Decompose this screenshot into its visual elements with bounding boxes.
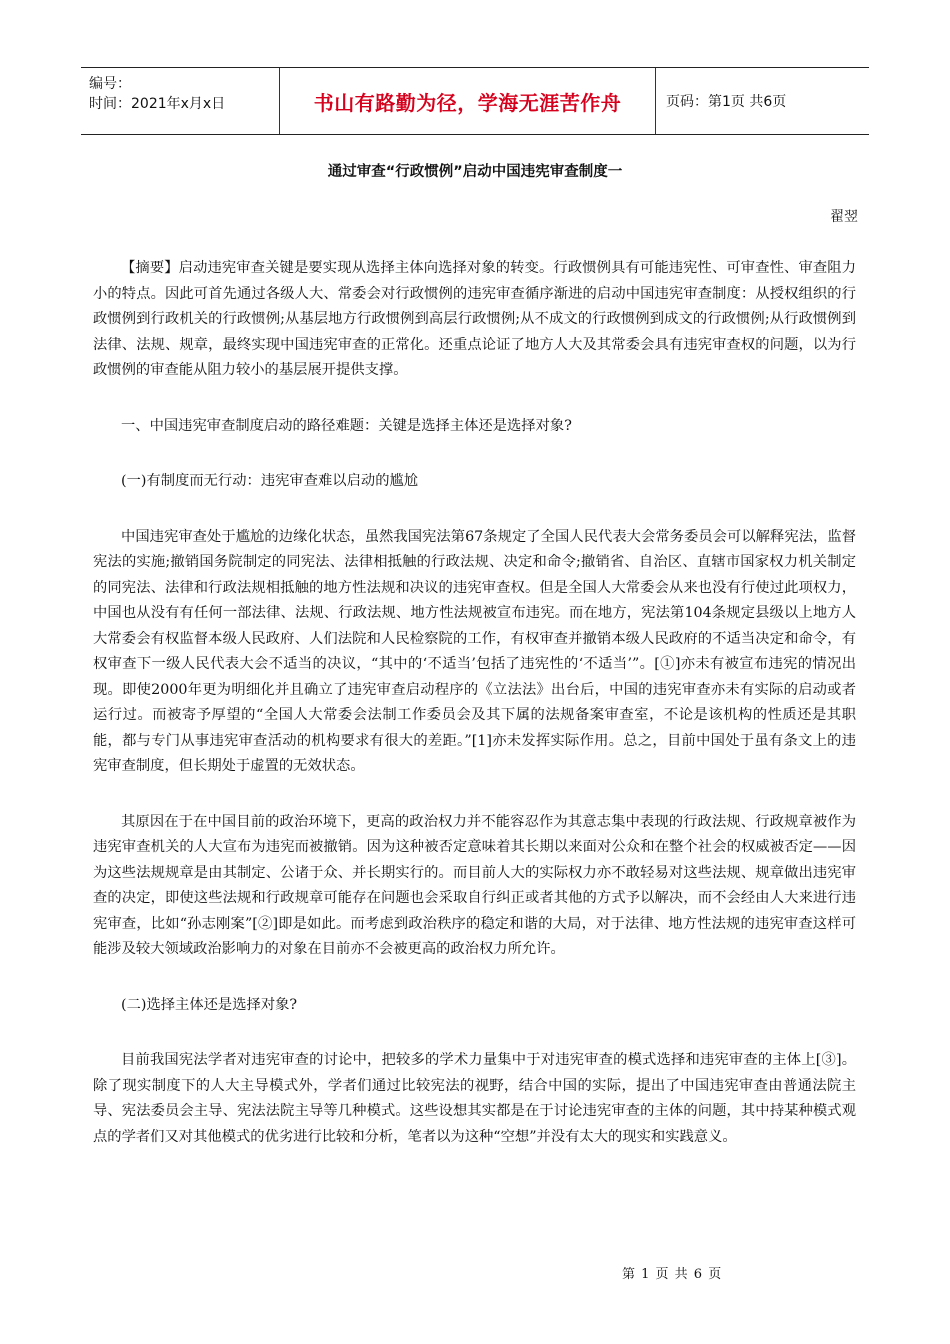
header-motto-cell <box>280 68 656 134</box>
article-title: 通过审查“行政惯例”启动中国违宪审查制度一 <box>327 164 623 180</box>
article-author: 翟翌 <box>830 209 858 225</box>
header-page-cell <box>656 68 869 134</box>
motto-text: 书山有路勤为径，学海无涯苦作舟 <box>313 90 622 115</box>
subsection-heading: (二)选择主体还是选择对象? <box>121 996 298 1013</box>
subsection-heading: (一)有制度而无行动：违宪审查难以启动的尴尬 <box>121 473 419 489</box>
document-header <box>81 67 869 135</box>
body-paragraph: 目前我国宪法学者对违宪审查的讨论中，把较多的学术力量集中于对违宪审查的模式选择和违宪审查的主体上[③]。除了现实制度下的人大主导模式外，学者们通过比较宪法的视野，结合中国的实际，提出了中国违宪审查由普通法院主导、宪法委员会主导、宪法法院主导等几种模式。这些设想其实都是在于讨论违宪审查的主体的问题，其中持某种模式观点的学者们又对其他模式的优劣进行比较和分析，笔者以为这种“空想”并没有太大的现实和实践意义。 <box>93 1052 856 1145</box>
date-label: 时间：2021年x月x日 <box>89 96 226 112</box>
header-meta-cell <box>81 68 280 134</box>
article-body <box>93 256 856 1150</box>
section-heading: 一、中国违宪审查制度启动的路径难题：关键是选择主体还是选择对象? <box>121 417 572 434</box>
page-info: 页码：第1页 共6页 <box>666 94 787 110</box>
page-footer: 第 1 页 共 6 页 <box>622 1267 723 1282</box>
abstract-paragraph: 【摘要】启动违宪审查关键是要实现从选择主体向选择对象的转变。行政惯例具有可能违宪性、可审查性、审查阻力小的特点。因此可首先通过各级人大、常委会对行政惯例的违宪审查循序渐进的启动中国违宪审查制度：从授权组织的行政惯例到行政机关的行政惯例;从基层地方行政惯例到高层行政惯例;从不成文的行政惯例到成文的行政惯例;从行政惯例到法律、法规、规章，最终实现中国违宪审查的正常化。还重点论证了地方人大及其常委会具有违宪审查权的问题，以为行政惯例的审查能从阻力较小的基层展开提供支撑。 <box>93 260 856 378</box>
body-paragraph: 中国违宪审查处于尴尬的边缘化状态，虽然我国宪法第67条规定了全国人民代表大会常务委员会可以解释宪法，监督宪法的实施;撤销国务院制定的同宪法、法律相抵触的行政法规、决定和命令;撤销省、自治区、直辖市国家权力机关制定的同宪法、法律和行政法规相抵触的地方性法规和决议的违宪审查权。但是全国人大常委会从来也没有行使过此项权力，中国也从没有有任何一部法律、法规、行政法规、地方性法规被宣布违宪。而在地方，宪法第104条规定县级以上地方人大常委会有权监督本级人民政府、人们法院和人民检察院的工作，有权审查并撤销本级人民政府的不适当决定和命令，有权审查下一级人民代表大会不适当的决议，“其中的‘不适当’包括了违宪性的‘不适当’”。[①]亦未有被宣布违宪的情况出现。即使2000年更为明细化并且确立了违宪审查启动程序的《立法法》出台后，中国的违宪审查亦未有实际的启动或者运行过。而被寄予厚望的“全国人大常委会法制工作委员会及其下属的法规备案审查室，不论是该机构的性质还是其职能，都与专门从事违宪审查活动的机构要求有很大的差距。”[1]亦未发挥实际作用。总之，目前中国处于虽有条文上的违宪审查制度，但长期处于虚置的无效状态。 <box>93 528 856 774</box>
number-label: 编号： <box>89 76 131 92</box>
body-paragraph: 其原因在于在中国目前的政治环境下，更高的政治权力并不能容忍作为其意志集中表现的行政法规、行政规章被作为违宪审查机关的人大宣布为违宪而被撤销。因为这种被否定意味着其长期以来面对公众和在整个社会的权威被否定——因为这些法规规章是由其制定、公诸于众、并长期实行的。而目前人大的实际权力亦不敢轻易对这些法规、规章做出违宪审查的决定，即使这些法规和行政规章可能存在问题也会采取自行纠正或者其他的方式予以解决，而不会经由人大来进行违宪审查，比如“孙志刚案”[②]即是如此。而考虑到政治秩序的稳定和谐的大局，对于法律、地方性法规的违宪审查这样可能涉及较大领域政治影响力的对象在目前亦不会被更高的政治权力所允许。 <box>93 813 856 957</box>
